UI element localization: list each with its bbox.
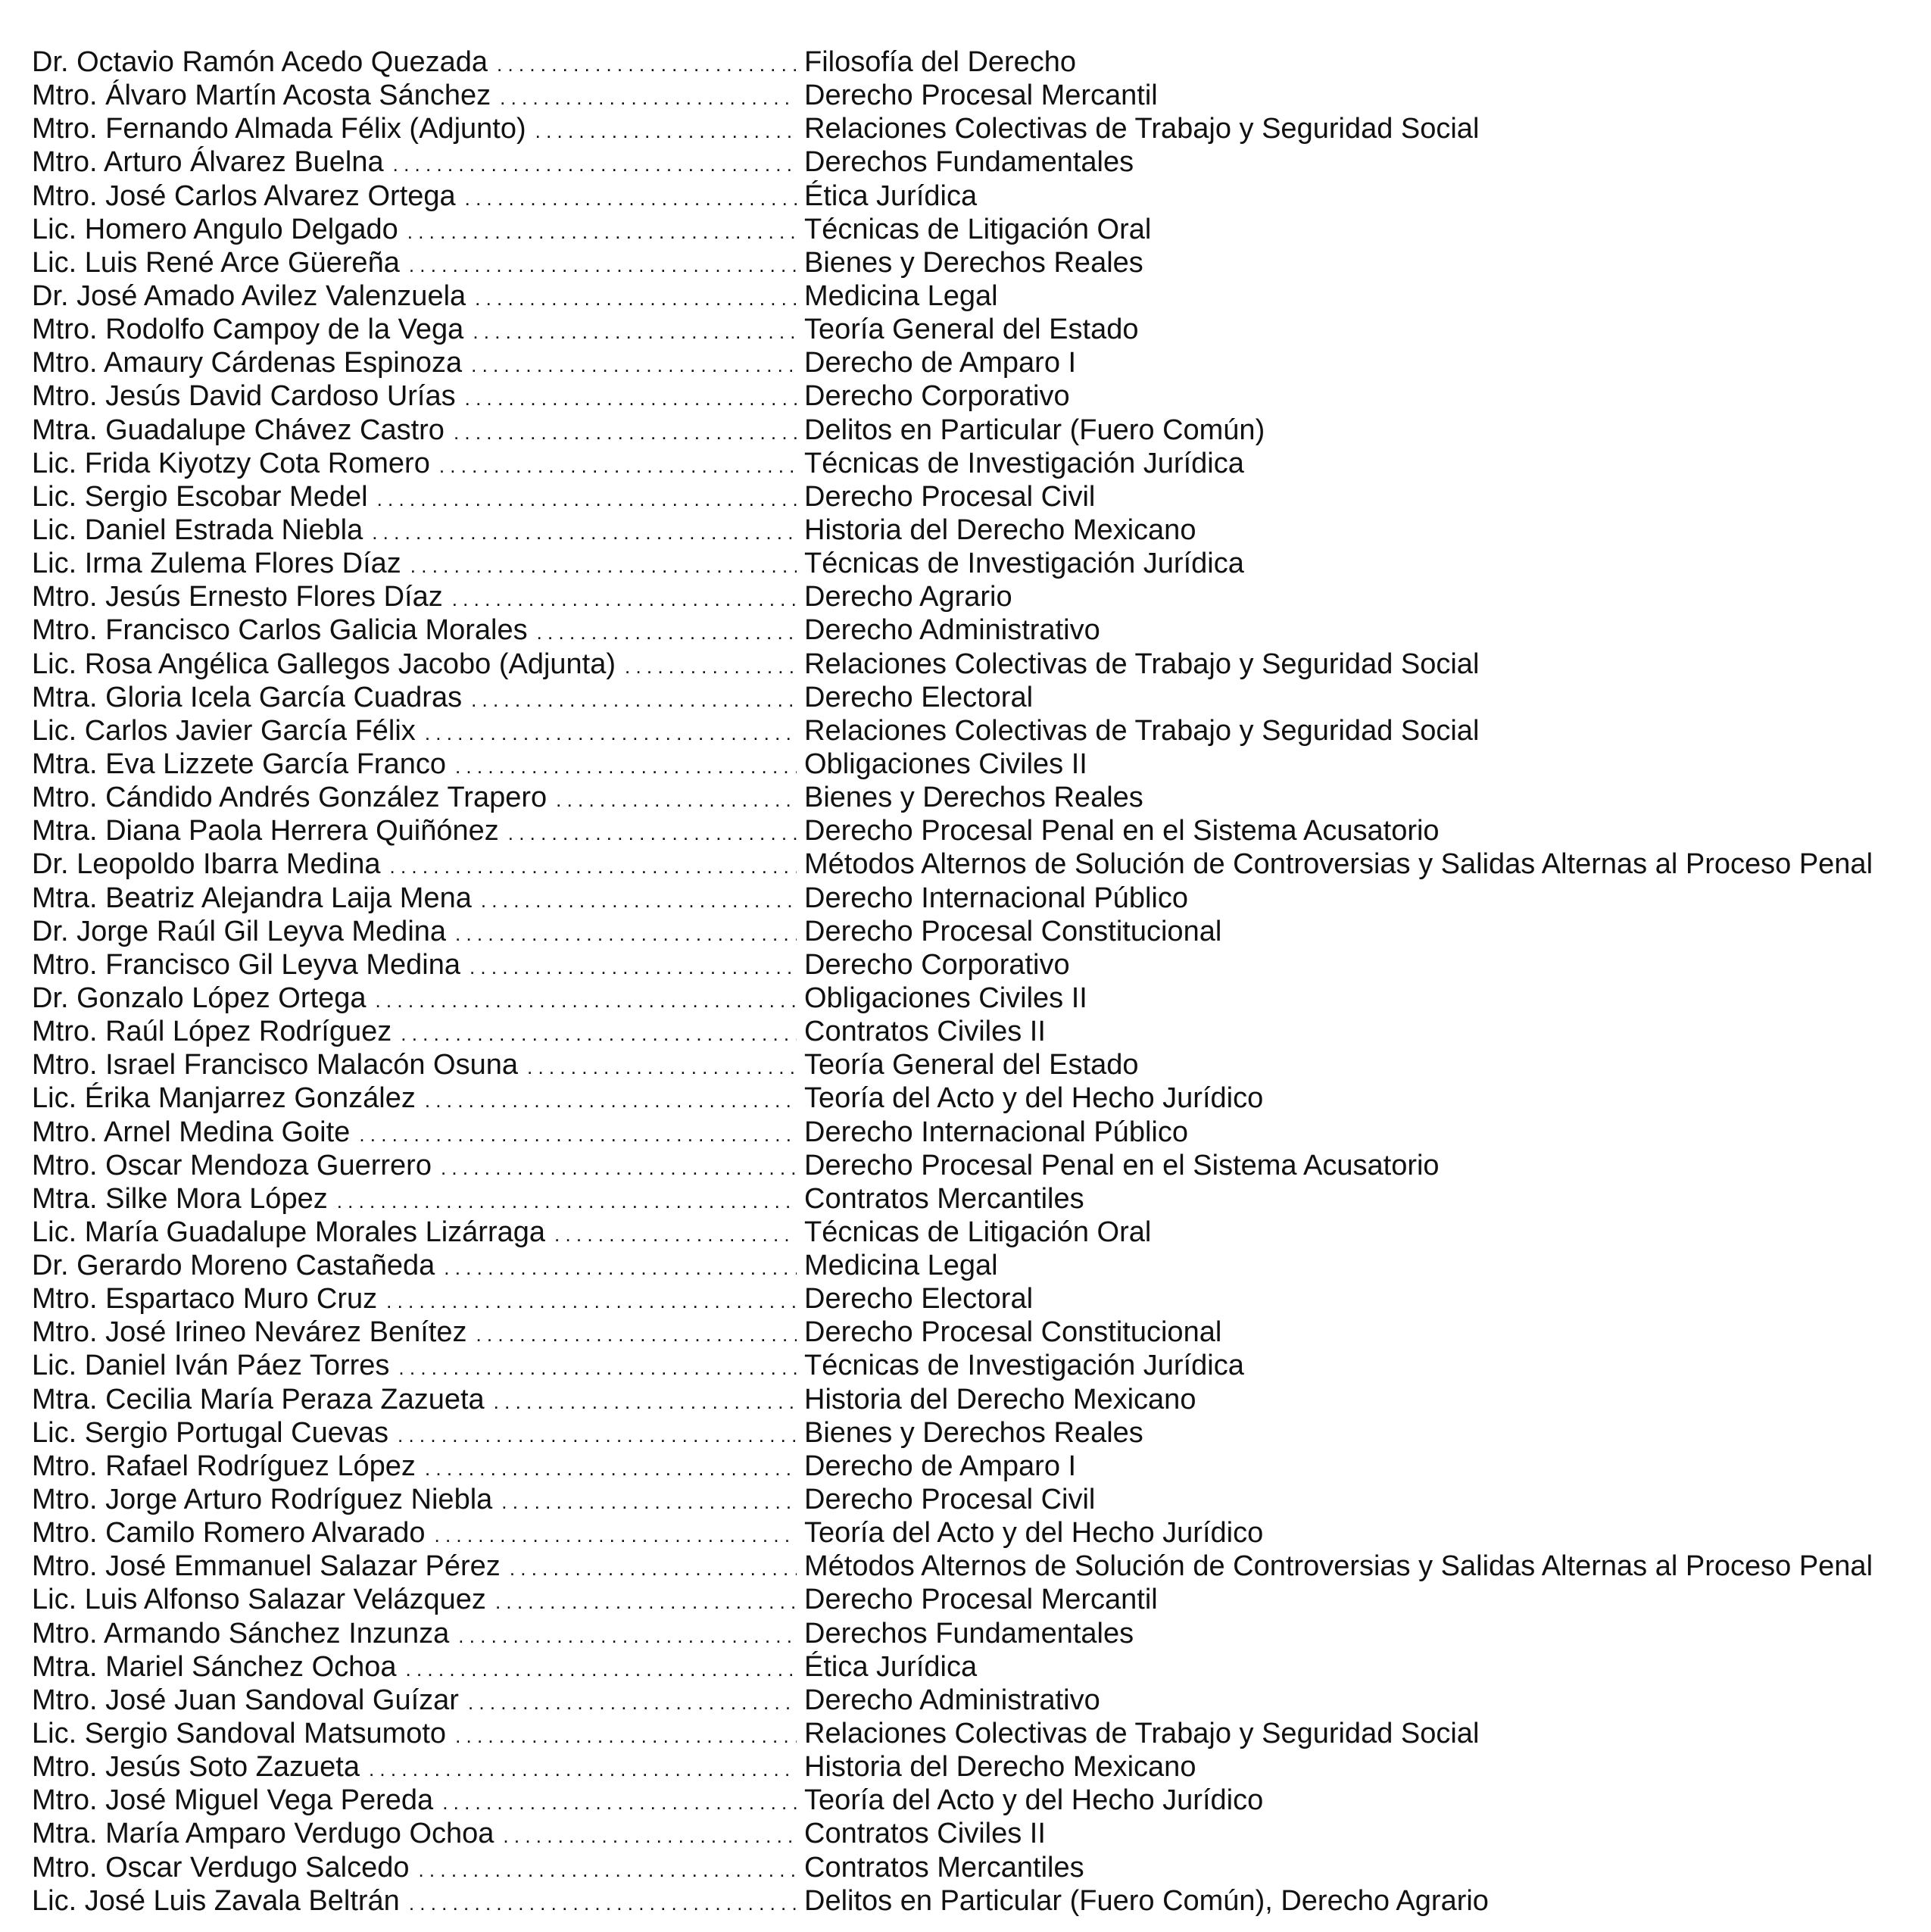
- entry-name-column: [32, 513, 797, 549]
- dot-leader: [535, 112, 797, 148]
- subject-name: Derecho Agrario: [804, 581, 1012, 613]
- subject-name: Relaciones Colectivas de Trabajo y Seguridad Social: [804, 1718, 1480, 1750]
- subject-name: Derecho Procesal Penal en el Sistema Acusatorio: [804, 815, 1440, 847]
- dot-leader: [475, 279, 797, 315]
- professor-name: Mtro. Raúl López Rodríguez: [32, 1016, 392, 1048]
- entry-name-column: [32, 1516, 797, 1552]
- subject-name: Técnicas de Investigación Jurídica: [804, 1350, 1244, 1382]
- list-item: [32, 1149, 1910, 1182]
- entry-name-column: [32, 79, 797, 114]
- entry-name-column: [32, 613, 797, 649]
- dot-leader: [469, 948, 797, 984]
- entry-name-column: [32, 213, 797, 248]
- list-item: [32, 279, 1910, 313]
- dot-leader: [390, 847, 797, 883]
- subject-name: Derecho Administrativo: [804, 614, 1100, 647]
- subject-name: Derecho Procesal Constitucional: [804, 1316, 1222, 1349]
- entry-name-column: [32, 145, 797, 181]
- dot-leader: [495, 1583, 797, 1618]
- subject-name: Derecho Administrativo: [804, 1684, 1100, 1716]
- dot-leader: [452, 580, 797, 616]
- entry-name-column: [32, 882, 797, 917]
- professor-name: Mtro. Oscar Verdugo Salcedo: [32, 1851, 410, 1884]
- professor-name: Mtra. Beatriz Alejandra Laija Mena: [32, 882, 472, 914]
- subject-name: Técnicas de Investigación Jurídica: [804, 447, 1244, 479]
- professor-name: Lic. María Guadalupe Morales Lizárraga: [32, 1216, 546, 1248]
- dot-leader: [441, 1149, 797, 1184]
- entry-name-column: [32, 1784, 797, 1819]
- subject-name: Medicina Legal: [804, 279, 998, 312]
- dot-leader: [337, 1182, 797, 1218]
- list-item: [32, 1884, 1910, 1918]
- entry-name-column: [32, 447, 797, 482]
- dot-leader: [409, 246, 797, 282]
- dot-leader: [439, 447, 797, 482]
- dot-leader: [442, 1784, 797, 1819]
- dot-leader: [465, 179, 797, 215]
- list-item: [32, 681, 1910, 714]
- dot-leader: [398, 1416, 797, 1452]
- list-item: [32, 513, 1910, 547]
- dot-leader: [625, 648, 797, 683]
- subject-name: Contratos Mercantiles: [804, 1182, 1084, 1215]
- professor-name: Mtro. Armando Sánchez Inzunza: [32, 1617, 450, 1650]
- list-item: [32, 213, 1910, 246]
- dot-leader: [471, 681, 797, 716]
- professor-name: Mtro. Espartaco Muro Cruz: [32, 1283, 378, 1316]
- professor-name: Mtra. María Amparo Verdugo Ochoa: [32, 1818, 494, 1850]
- entry-name-column: [32, 346, 797, 382]
- professor-name: Mtro. Francisco Carlos Galicia Morales: [32, 614, 528, 647]
- entry-name-column: [32, 1249, 797, 1284]
- professor-name: Lic. Daniel Estrada Niebla: [32, 513, 363, 546]
- dot-leader: [527, 1048, 797, 1084]
- subject-name: Derecho Corporativo: [804, 948, 1070, 981]
- entry-name-column: [32, 547, 797, 582]
- list-item: [32, 1516, 1910, 1550]
- entry-name-column: [32, 1182, 797, 1218]
- list-item: [32, 1784, 1910, 1817]
- list-item: [32, 1483, 1910, 1516]
- entry-name-column: [32, 681, 797, 716]
- subject-name: Bienes y Derechos Reales: [804, 1416, 1143, 1449]
- professor-name: Mtro. José Irineo Nevárez Benítez: [32, 1316, 467, 1349]
- entry-name-column: [32, 648, 797, 683]
- entry-name-column: [32, 313, 797, 348]
- entry-name-column: [32, 1684, 797, 1719]
- professor-name: Dr. José Amado Avilez Valenzuela: [32, 279, 466, 312]
- subject-name: Derecho Electoral: [804, 1283, 1034, 1316]
- list-item: [32, 1216, 1910, 1249]
- professor-name: Mtro. Amaury Cárdenas Espinoza: [32, 347, 463, 379]
- professor-name: Lic. Sergio Portugal Cuevas: [32, 1416, 389, 1449]
- dot-leader: [458, 1617, 797, 1653]
- subject-name: Derecho de Amparo I: [804, 1450, 1077, 1482]
- entry-name-column: [32, 45, 797, 81]
- entry-name-column: [32, 1450, 797, 1485]
- list-item: [32, 580, 1910, 613]
- entry-name-column: [32, 1216, 797, 1251]
- list-item: [32, 1048, 1910, 1081]
- professor-name: Lic. José Luis Zavala Beltrán: [32, 1884, 400, 1917]
- professor-name: Mtro. José Carlos Alvarez Ortega: [32, 179, 456, 212]
- entry-name-column: [32, 748, 797, 783]
- list-item: [32, 1450, 1910, 1483]
- professor-name: Mtro. Oscar Mendoza Guerrero: [32, 1149, 432, 1181]
- dot-leader: [554, 1216, 797, 1251]
- list-item: [32, 948, 1910, 982]
- list-item: [32, 480, 1910, 513]
- subject-name: Derechos Fundamentales: [804, 146, 1134, 179]
- subject-name: Teoría del Acto y del Hecho Jurídico: [804, 1517, 1264, 1550]
- professor-name: Mtro. José Miguel Vega Pereda: [32, 1784, 434, 1817]
- professor-name: Lic. Luis Alfonso Salazar Velázquez: [32, 1584, 486, 1616]
- professor-name: Dr. Leopoldo Ibarra Medina: [32, 848, 381, 881]
- list-item: [32, 379, 1910, 413]
- professor-name: Lic. Irma Zulema Flores Díaz: [32, 548, 401, 580]
- entry-name-column: [32, 847, 797, 883]
- entry-name-column: [32, 1116, 797, 1151]
- dot-leader: [455, 748, 797, 783]
- dot-leader: [500, 79, 797, 114]
- entry-name-column: [32, 915, 797, 950]
- list-item: [32, 1750, 1910, 1784]
- entry-name-column: [32, 1583, 797, 1618]
- subject-name: Filosofía del Derecho: [804, 46, 1077, 78]
- subject-name: Historia del Derecho Mexicano: [804, 513, 1196, 546]
- entry-name-column: [32, 179, 797, 215]
- dot-leader: [369, 1750, 797, 1786]
- dot-leader: [465, 379, 797, 415]
- entry-name-column: [32, 1048, 797, 1084]
- professor-name: Lic. Luis René Arce Güereña: [32, 246, 400, 279]
- subject-name: Métodos Alternos de Solución de Controversias y Salidas Alternas al Proceso Penal: [804, 1550, 1873, 1583]
- dot-leader: [537, 613, 797, 649]
- dot-leader: [398, 1349, 797, 1384]
- dot-leader: [468, 1684, 797, 1719]
- subject-name: Teoría del Acto y del Hecho Jurídico: [804, 1784, 1264, 1817]
- list-item: [32, 547, 1910, 580]
- subject-name: Contratos Civiles II: [804, 1818, 1046, 1850]
- entry-name-column: [32, 246, 797, 282]
- entry-name-column: [32, 1316, 797, 1351]
- professor-name: Lic. Rosa Angélica Gallegos Jacobo (Adjunta): [32, 648, 616, 680]
- subject-name: Bienes y Derechos Reales: [804, 246, 1143, 279]
- list-item: [32, 1550, 1910, 1583]
- professor-name: Dr. Jorge Raúl Gil Leyva Medina: [32, 915, 447, 947]
- professor-name: Mtro. Cándido Andrés González Trapero: [32, 782, 547, 814]
- dot-leader: [510, 1550, 797, 1585]
- professor-name: Mtro. José Juan Sandoval Guízar: [32, 1684, 459, 1716]
- dot-leader: [481, 882, 797, 917]
- professor-name: Lic. Érika Manjarrez González: [32, 1082, 416, 1115]
- dot-leader: [455, 915, 797, 950]
- entry-name-column: [32, 982, 797, 1017]
- list-item: [32, 414, 1910, 447]
- dot-leader: [471, 346, 797, 382]
- subject-name: Relaciones Colectivas de Trabajo y Seguridad Social: [804, 714, 1480, 747]
- dot-leader: [556, 781, 797, 816]
- professor-name: Mtro. Rodolfo Campoy de la Vega: [32, 314, 464, 346]
- list-item: [32, 45, 1910, 79]
- subject-name: Derecho de Amparo I: [804, 347, 1077, 379]
- entry-name-column: [32, 714, 797, 750]
- professor-name: Mtro. Fernando Almada Félix (Adjunto): [32, 113, 526, 145]
- list-item: [32, 1416, 1910, 1450]
- faculty-subject-list: [32, 45, 1910, 1918]
- list-item: [32, 915, 1910, 948]
- dot-leader: [375, 982, 797, 1017]
- subject-name: Derecho Procesal Mercantil: [804, 80, 1158, 112]
- professor-name: Mtro. Francisco Gil Leyva Medina: [32, 948, 460, 981]
- list-item: [32, 1583, 1910, 1616]
- dot-leader: [508, 814, 797, 850]
- list-item: [32, 1617, 1910, 1650]
- dot-leader: [444, 1249, 797, 1284]
- professor-name: Mtro. Rafael Rodríguez López: [32, 1450, 416, 1482]
- list-item: [32, 1015, 1910, 1048]
- professor-name: Lic. Daniel Iván Páez Torres: [32, 1350, 390, 1382]
- professor-name: Mtro. Israel Francisco Malacón Osuna: [32, 1049, 519, 1081]
- dot-leader: [501, 1483, 797, 1518]
- subject-name: Derechos Fundamentales: [804, 1617, 1134, 1650]
- subject-name: Contratos Civiles II: [804, 1016, 1046, 1048]
- dot-leader: [425, 1450, 797, 1485]
- dot-leader: [503, 1817, 797, 1852]
- list-item: [32, 714, 1910, 748]
- subject-name: Derecho Internacional Público: [804, 1116, 1188, 1148]
- list-item: [32, 346, 1910, 379]
- list-item: [32, 1116, 1910, 1149]
- list-item: [32, 179, 1910, 213]
- professor-name: Mtra. Gloria Icela García Cuadras: [32, 681, 463, 713]
- dot-leader: [359, 1116, 797, 1151]
- list-item: [32, 1817, 1910, 1850]
- dot-leader: [393, 145, 797, 181]
- entry-name-column: [32, 1817, 797, 1852]
- dot-leader: [476, 1316, 797, 1351]
- subject-name: Derecho Procesal Penal en el Sistema Acusatorio: [804, 1149, 1440, 1181]
- list-item: [32, 246, 1910, 279]
- subject-name: Derecho Corporativo: [804, 380, 1070, 413]
- professor-name: Lic. Homero Angulo Delgado: [32, 213, 398, 245]
- subject-name: Técnicas de Litigación Oral: [804, 213, 1152, 245]
- list-item: [32, 1684, 1910, 1717]
- list-item: [32, 1081, 1910, 1115]
- list-item: [32, 1282, 1910, 1316]
- entry-name-column: [32, 480, 797, 516]
- professor-name: Mtra. Mariel Sánchez Ochoa: [32, 1650, 397, 1683]
- dot-leader: [409, 1884, 797, 1920]
- dot-leader: [410, 547, 797, 582]
- list-item: [32, 1851, 1910, 1884]
- professor-name: Mtra. Diana Paola Herrera Quiñónez: [32, 815, 499, 847]
- subject-name: Teoría General del Estado: [804, 314, 1139, 346]
- list-item: [32, 112, 1910, 145]
- list-item: [32, 781, 1910, 814]
- entry-name-column: [32, 948, 797, 984]
- list-item: [32, 1249, 1910, 1282]
- professor-name: Mtra. Cecilia María Peraza Zazueta: [32, 1383, 485, 1415]
- entry-name-column: [32, 1750, 797, 1786]
- professor-name: Mtro. José Emmanuel Salazar Pérez: [32, 1550, 501, 1583]
- dot-leader: [377, 480, 797, 516]
- entry-name-column: [32, 1149, 797, 1184]
- subject-name: Medicina Legal: [804, 1250, 998, 1282]
- entry-name-column: [32, 1349, 797, 1384]
- dot-leader: [401, 1015, 797, 1050]
- entry-name-column: [32, 1717, 797, 1753]
- professor-name: Mtro. Jesús David Cardoso Urías: [32, 380, 456, 413]
- subject-name: Relaciones Colectivas de Trabajo y Seguridad Social: [804, 113, 1480, 145]
- list-item: [32, 814, 1910, 847]
- subject-name: Derecho Procesal Civil: [804, 1484, 1096, 1516]
- list-item: [32, 145, 1910, 179]
- dot-leader: [425, 1081, 797, 1117]
- dot-leader: [494, 1383, 797, 1419]
- entry-name-column: [32, 1282, 797, 1318]
- subject-name: Obligaciones Civiles II: [804, 982, 1087, 1014]
- list-item: [32, 982, 1910, 1015]
- entry-name-column: [32, 1483, 797, 1518]
- entry-name-column: [32, 414, 797, 449]
- entry-name-column: [32, 1550, 797, 1585]
- professor-name: Mtro. Jorge Arturo Rodríguez Niebla: [32, 1484, 493, 1516]
- professor-name: Mtra. Eva Lizzete García Franco: [32, 748, 446, 780]
- subject-name: Derecho Procesal Mercantil: [804, 1584, 1158, 1616]
- professor-name: Mtra. Silke Mora López: [32, 1182, 328, 1215]
- dot-leader: [435, 1516, 797, 1552]
- subject-name: Obligaciones Civiles II: [804, 748, 1087, 780]
- list-item: [32, 1182, 1910, 1216]
- list-item: [32, 79, 1910, 112]
- entry-name-column: [32, 279, 797, 315]
- entry-name-column: [32, 1416, 797, 1452]
- dot-leader: [418, 1851, 797, 1887]
- list-item: [32, 1316, 1910, 1349]
- entry-name-column: [32, 580, 797, 616]
- subject-name: Derecho Procesal Constitucional: [804, 915, 1222, 947]
- professor-name: Mtro. Jesús Soto Zazueta: [32, 1751, 360, 1784]
- professor-name: Dr. Gonzalo López Ortega: [32, 982, 367, 1014]
- subject-name: Historia del Derecho Mexicano: [804, 1751, 1196, 1784]
- list-item: [32, 1349, 1910, 1382]
- subject-name: Derecho Procesal Civil: [804, 480, 1096, 513]
- list-item: [32, 748, 1910, 781]
- subject-name: Historia del Derecho Mexicano: [804, 1383, 1196, 1415]
- subject-name: Técnicas de Litigación Oral: [804, 1216, 1152, 1248]
- entry-name-column: [32, 1015, 797, 1050]
- entry-name-column: [32, 1383, 797, 1419]
- entry-name-column: [32, 379, 797, 415]
- professor-name: Dr. Gerardo Moreno Castañeda: [32, 1250, 435, 1282]
- subject-name: Derecho Electoral: [804, 681, 1034, 713]
- subject-name: Métodos Alternos de Solución de Controversias y Salidas Alternas al Proceso Penal: [804, 848, 1873, 881]
- entry-name-column: [32, 1851, 797, 1887]
- subject-name: Ética Jurídica: [804, 179, 978, 212]
- list-item: [32, 447, 1910, 480]
- professor-name: Lic. Sergio Sandoval Matsumoto: [32, 1718, 447, 1750]
- subject-name: Contratos Mercantiles: [804, 1851, 1084, 1884]
- professor-name: Mtro. Álvaro Martín Acosta Sánchez: [32, 80, 491, 112]
- professor-name: Mtro. Jesús Ernesto Flores Díaz: [32, 581, 443, 613]
- dot-leader: [497, 45, 797, 81]
- entry-name-column: [32, 1081, 797, 1117]
- professor-name: Lic. Sergio Escobar Medel: [32, 480, 368, 513]
- professor-name: Dr. Octavio Ramón Acedo Quezada: [32, 46, 488, 78]
- subject-name: Derecho Internacional Público: [804, 882, 1188, 914]
- subject-name: Relaciones Colectivas de Trabajo y Seguridad Social: [804, 648, 1480, 680]
- subject-name: Teoría General del Estado: [804, 1049, 1139, 1081]
- dot-leader: [425, 714, 797, 750]
- entry-name-column: [32, 1650, 797, 1686]
- professor-name: Mtro. Arnel Medina Goite: [32, 1116, 351, 1148]
- list-item: [32, 1650, 1910, 1684]
- professor-name: Lic. Frida Kiyotzy Cota Romero: [32, 447, 430, 479]
- entry-name-column: [32, 781, 797, 816]
- dot-leader: [386, 1282, 797, 1318]
- subject-name: Delitos en Particular (Fuero Común), Derecho Agrario: [804, 1884, 1489, 1917]
- subject-name: Teoría del Acto y del Hecho Jurídico: [804, 1082, 1264, 1115]
- list-item: [32, 613, 1910, 647]
- dot-leader: [473, 313, 797, 348]
- entry-name-column: [32, 1617, 797, 1653]
- dot-leader: [372, 513, 797, 549]
- entry-name-column: [32, 814, 797, 850]
- subject-name: Delitos en Particular (Fuero Común): [804, 414, 1265, 446]
- professor-name: Mtro. Arturo Álvarez Buelna: [32, 146, 384, 179]
- list-item: [32, 313, 1910, 346]
- list-item: [32, 648, 1910, 681]
- professor-name: Mtro. Camilo Romero Alvarado: [32, 1517, 426, 1550]
- list-item: [32, 882, 1910, 915]
- dot-leader: [455, 1717, 797, 1753]
- list-item: [32, 1717, 1910, 1750]
- professor-name: Lic. Carlos Javier García Félix: [32, 714, 416, 747]
- entry-name-column: [32, 112, 797, 148]
- professor-name: Mtra. Guadalupe Chávez Castro: [32, 414, 445, 446]
- subject-name: Ética Jurídica: [804, 1650, 978, 1683]
- subject-name: Bienes y Derechos Reales: [804, 782, 1143, 814]
- list-item: [32, 1383, 1910, 1416]
- list-item: [32, 847, 1910, 881]
- dot-leader: [406, 1650, 797, 1686]
- entry-name-column: [32, 1884, 797, 1920]
- dot-leader: [407, 213, 797, 248]
- dot-leader: [454, 414, 797, 449]
- subject-name: Técnicas de Investigación Jurídica: [804, 548, 1244, 580]
